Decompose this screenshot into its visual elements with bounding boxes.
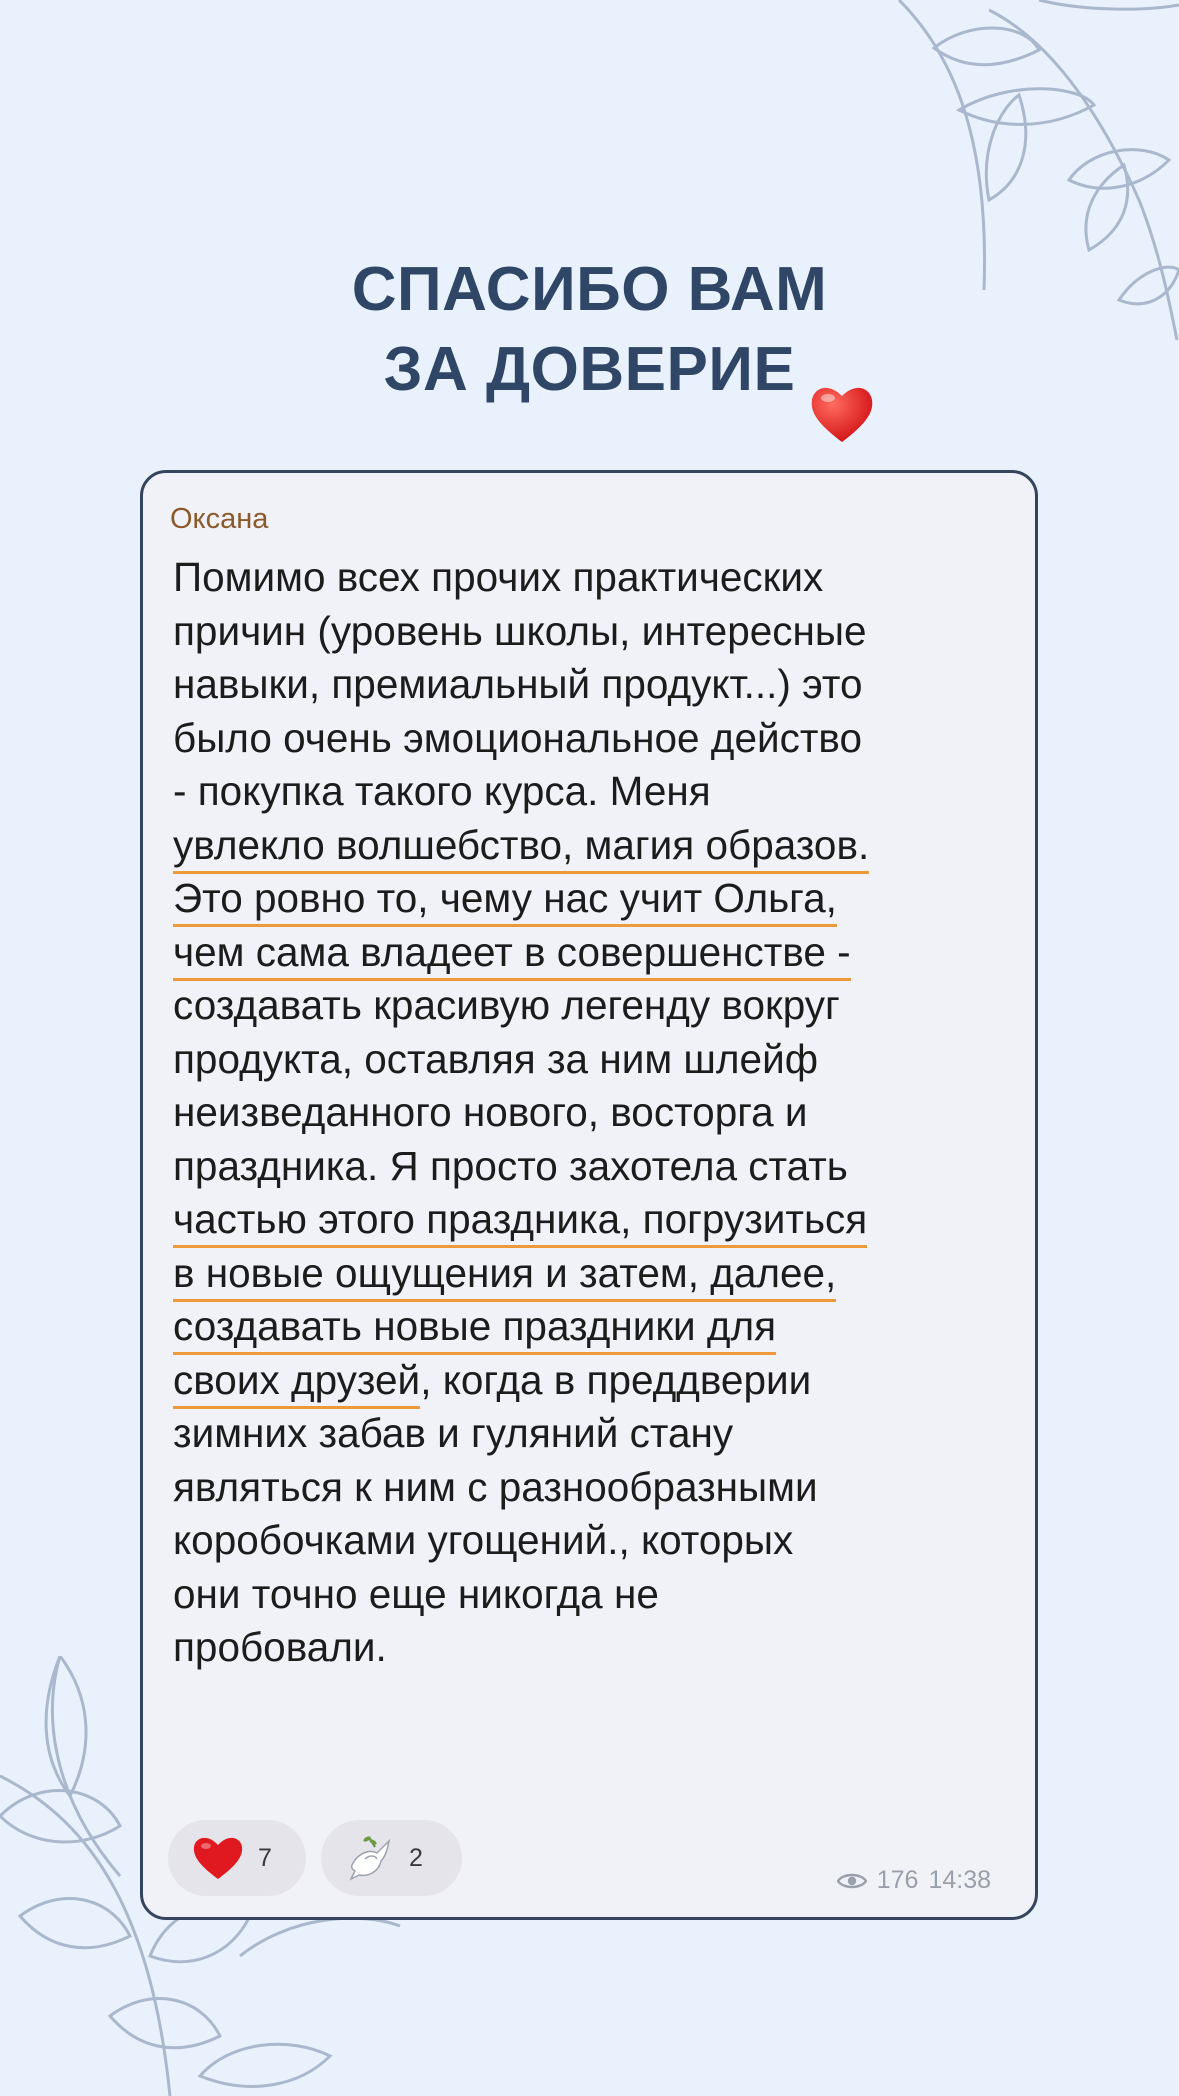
message-line: пробовали.	[173, 1624, 387, 1670]
message-line-highlighted: Это ровно то, чему нас учит Ольга,	[173, 872, 1023, 926]
message-line: являться к ним с разнообразными	[173, 1463, 818, 1510]
reaction-heart-button[interactable]	[168, 1820, 306, 1896]
title-line-2: ЗА ДОВЕРИЕ	[383, 335, 796, 404]
message-line: - покупка такого курса. Меня	[173, 768, 711, 814]
message-line-highlighted: своих друзей, когда в преддверии	[173, 1354, 1023, 1408]
message-line: продукта, оставляя за ним шлейф	[173, 1035, 819, 1082]
reaction-count: 2	[409, 1843, 423, 1872]
message-line: праздника. Я просто захотела стать	[173, 1142, 848, 1189]
dove-icon	[345, 1833, 395, 1883]
reactions-bar	[168, 1820, 462, 1896]
message-line: создавать красивую легенду вокруг	[173, 982, 840, 1028]
message-line: они точно еще никогда не	[173, 1570, 659, 1617]
message-line: Помимо всех прочих практических	[173, 554, 824, 600]
message-line: было очень эмоциональное действо	[173, 714, 862, 761]
page-title	[0, 250, 1179, 410]
message-line-highlighted: увлекло волшебство, магия образов.	[173, 819, 1023, 873]
heart-icon	[808, 382, 876, 446]
message-card	[140, 470, 1038, 1920]
message-line: зимних забав и гуляний стану	[173, 1410, 734, 1456]
message-line-highlighted: создавать новые праздники для	[173, 1300, 1023, 1354]
title-line-1: СПАСИБО ВАМ	[351, 255, 828, 324]
message-text	[173, 551, 1023, 1675]
message-line: навыки, премиальный продукт...) это	[173, 661, 863, 707]
message-line-highlighted: частью этого праздника, погрузиться	[173, 1193, 1023, 1247]
message-meta	[837, 1866, 991, 1895]
heart-icon	[192, 1835, 244, 1881]
message-time: 14:38	[928, 1866, 991, 1894]
eye-icon	[837, 1871, 867, 1891]
view-count: 176	[876, 1866, 919, 1894]
message-line: коробочками угощений., которых	[173, 1517, 794, 1563]
reaction-dove-button[interactable]	[321, 1820, 462, 1896]
message-line: неизведанного нового, восторга и	[173, 1089, 808, 1135]
message-line-highlighted: в новые ощущения и затем, далее,	[173, 1247, 1023, 1301]
message-line: причин (уровень школы, интересные	[173, 607, 867, 654]
reaction-count: 7	[258, 1843, 272, 1872]
message-author[interactable]: Оксана	[170, 503, 269, 535]
message-line-highlighted: чем сама владеет в совершенстве -	[173, 926, 1023, 980]
